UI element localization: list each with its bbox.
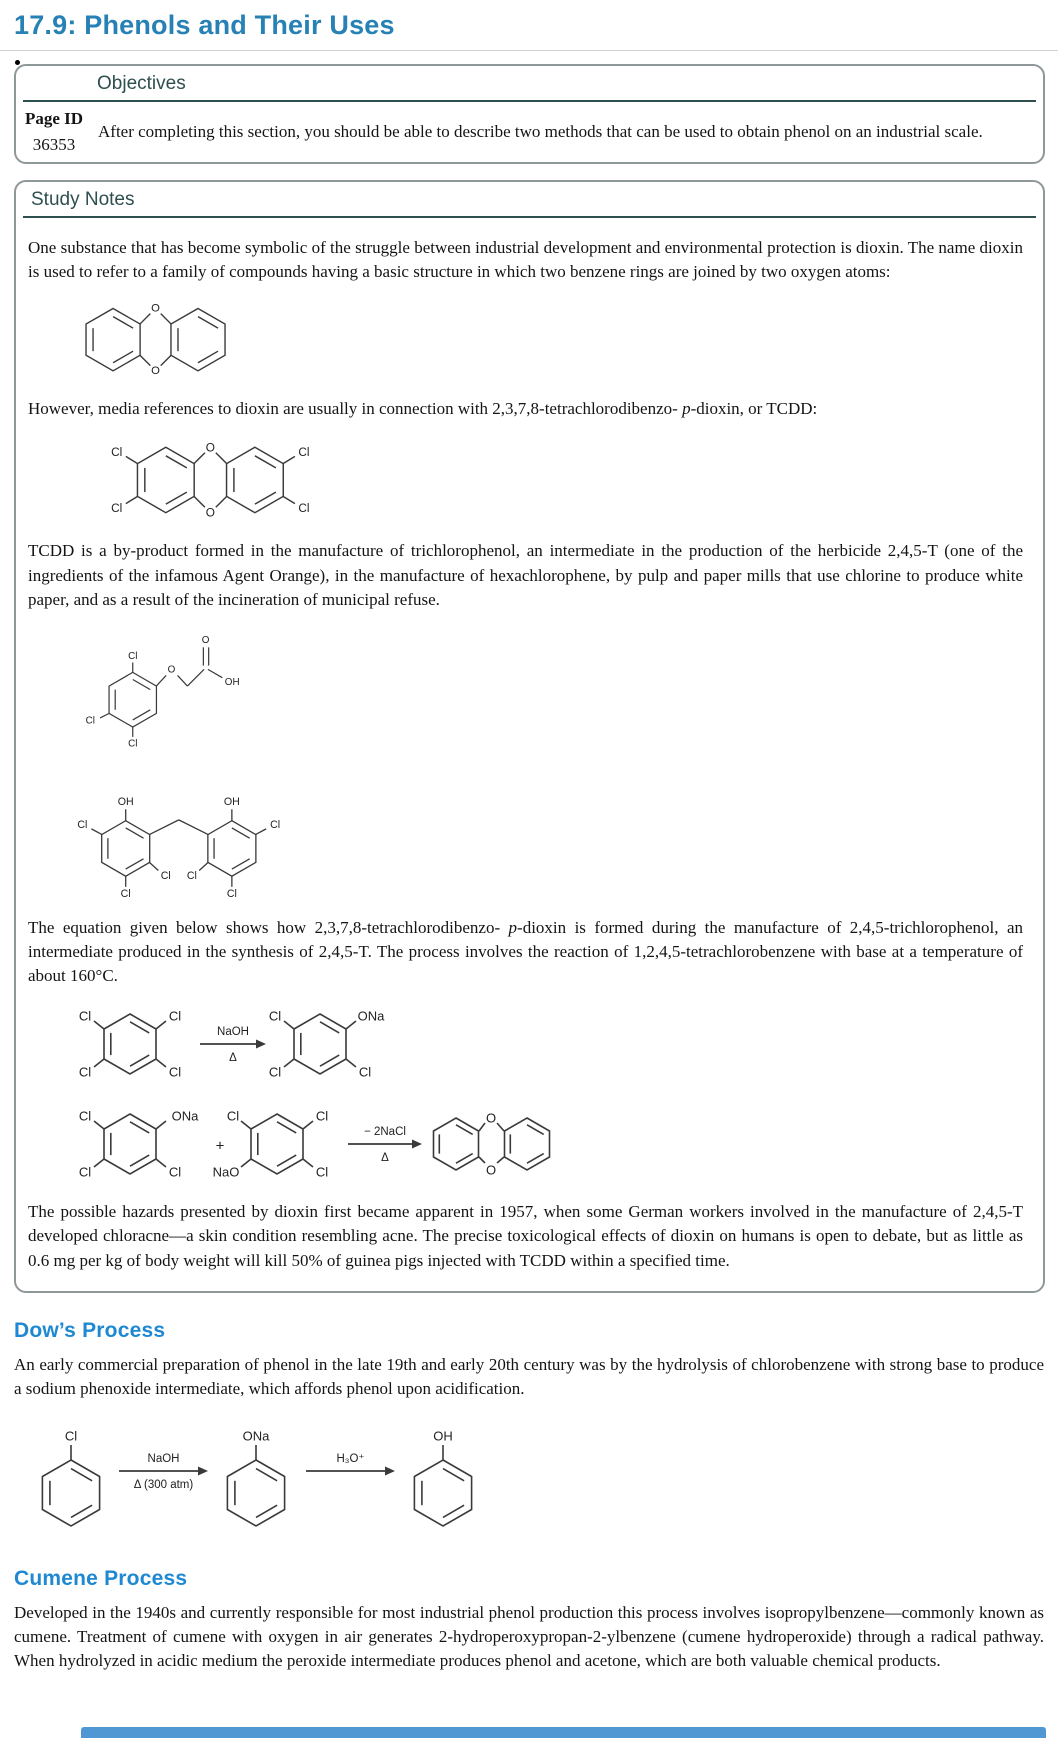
svg-text:Cl: Cl	[111, 444, 123, 459]
svg-text:Cl: Cl	[268, 1008, 282, 1024]
svg-text:− 2NaCl: − 2NaCl	[364, 1126, 406, 1139]
paragraph-4-italic-p: p	[508, 917, 518, 937]
structure-245-t-herbicide	[72, 620, 277, 755]
study-notes-paragraph-4	[28, 916, 1023, 988]
svg-text:O: O	[151, 365, 160, 378]
scheme-dioxin-formation	[52, 1096, 572, 1192]
svg-text:O: O	[151, 302, 160, 315]
paragraph-2-italic-p: p	[682, 399, 691, 419]
svg-text:O: O	[205, 505, 215, 520]
page-id-label: Page ID	[24, 109, 84, 128]
next-section-box-top-edge	[81, 1727, 1046, 1738]
svg-text:Cl: Cl	[270, 818, 281, 831]
cumene-process-paragraph: Developed in the 1940s and currently responsible for most industrial phenol production this process involves isopropylbenzene—commonly known as cumene. Treatment of cumene with oxygen in air generates 2-hydroperoxypropan-2-ylbenzene (cumene hydroperoxide) through a radical pathway. When hydrolyzed in acidic medium the peroxide intermediate produces phenol and acetone, which are both valuable chemical products.	[14, 1602, 1044, 1671]
svg-text:Cl: Cl	[78, 1064, 92, 1080]
svg-text:Cl: Cl	[226, 888, 237, 901]
svg-text:NaO: NaO	[212, 1164, 240, 1180]
svg-text:O: O	[205, 439, 215, 454]
list-bullet-dot	[15, 60, 20, 65]
svg-text:Cl: Cl	[186, 870, 197, 883]
paragraph-4-text: The equation given below shows how 2,3,7,8-tetrachlorodibenzo-	[28, 917, 509, 937]
svg-text:OH: OH	[117, 795, 134, 808]
svg-text:Cl: Cl	[226, 1108, 240, 1124]
svg-text:Cl: Cl	[128, 738, 138, 750]
page-id-block	[6, 106, 102, 157]
svg-text:OH: OH	[223, 795, 240, 808]
structure-hexachlorophene	[62, 757, 307, 908]
svg-text:OH: OH	[224, 676, 240, 688]
page-title: 17.9: Phenols and Their Uses	[14, 10, 395, 40]
objectives-header: Objectives	[23, 66, 1036, 102]
svg-text:Cl: Cl	[298, 500, 310, 515]
svg-text:NaOH: NaOH	[147, 1452, 180, 1465]
svg-text:Cl: Cl	[298, 444, 310, 459]
svg-text:Cl: Cl	[168, 1164, 182, 1180]
svg-text:H₃O⁺: H₃O⁺	[336, 1452, 365, 1465]
svg-text:Cl: Cl	[85, 715, 95, 727]
svg-text:Cl: Cl	[168, 1064, 182, 1080]
svg-text:Cl: Cl	[78, 1108, 92, 1124]
svg-text:O: O	[167, 664, 176, 676]
structure-dibenzodioxin	[68, 292, 250, 389]
study-notes-paragraph-2	[28, 397, 1023, 421]
study-notes-box	[14, 180, 1045, 1293]
svg-text:O: O	[485, 1110, 497, 1126]
svg-text:Cl: Cl	[77, 818, 88, 831]
svg-text:Cl: Cl	[78, 1008, 92, 1024]
svg-text:Cl: Cl	[358, 1064, 372, 1080]
svg-text:Δ: Δ	[381, 1152, 389, 1165]
svg-text:Cl: Cl	[64, 1428, 78, 1444]
svg-text:Cl: Cl	[128, 650, 138, 662]
paragraph-4-tail: -dioxin is formed during the manufacture of 2,4,5-trichlorophenol, an intermediate produced in the synthesis of 2,4,5-T. The process involves the reaction of 1,2,4,5-tetrachlorobenzene with base at a temperature of about 160°C.	[28, 917, 1023, 986]
svg-text:ONa: ONa	[357, 1008, 385, 1024]
paragraph-2-text: However, media references to dioxin are usually in connection with 2,3,7,8-tetrachlorodibenzo-	[28, 399, 683, 419]
svg-text:Cl: Cl	[168, 1008, 182, 1024]
objectives-text: After completing this section, you should be able to describe two methods that can be used to obtain phenol on an industrial scale.	[98, 122, 983, 141]
title-divider	[0, 50, 1058, 51]
dow-process-heading: Dow’s Process	[14, 1318, 166, 1342]
dow-process-paragraph: An early commercial preparation of phenol in the late 19th and early 20th century was by the hydrolysis of chlorobenzene with strong base to produce a sodium phenoxide intermediate, which affords phenol upon acidification.	[14, 1354, 1044, 1398]
study-notes-paragraph-5: The possible hazards presented by dioxin first became apparent in 1957, when some German workers involved in the manufacture of 2,4,5-T developed chloracne—a skin condition resembling acne. The precise toxicological effects of dioxin on humans is open to debate, but as little as 0.6 mg per kg of body weight will kill 50% of guinea pigs injected with TCDD within a specified time.	[28, 1202, 1023, 1270]
study-notes-paragraph-1: One substance that has become symbolic of the struggle between industrial development and environmental protection is dioxin. The name dioxin is used to refer to a family of compounds having a basic structure in which two benzene rings are joined by two oxygen atoms:	[28, 238, 1023, 282]
objectives-box	[14, 64, 1045, 164]
study-notes-paragraph-3: TCDD is a by-product formed in the manufacture of trichlorophenol, an intermediate in the production of the herbicide 2,4,5-T (one of the ingredients of the infamous Agent Orange), in the manufacture of hexachlorophene, by pulp and paper mills that use chlorine to produce white paper, and as a result of the incineration of municipal refuse.	[28, 541, 1023, 609]
svg-text:Cl: Cl	[120, 888, 131, 901]
scheme-tetrachlorobenzene-to-phenoxide	[52, 996, 412, 1092]
svg-text:Cl: Cl	[315, 1164, 329, 1180]
page-id-value: 36353	[32, 134, 76, 154]
scheme-dow-process	[16, 1411, 486, 1541]
svg-text:Cl: Cl	[111, 500, 123, 515]
svg-text:+: +	[215, 1137, 225, 1155]
svg-text:O: O	[485, 1162, 497, 1178]
structure-tcdd	[64, 430, 364, 532]
svg-text:Cl: Cl	[315, 1108, 329, 1124]
study-notes-header: Study Notes	[23, 182, 1036, 218]
svg-text:Cl: Cl	[268, 1064, 282, 1080]
svg-text:OH: OH	[433, 1428, 453, 1444]
svg-text:Cl: Cl	[78, 1164, 92, 1180]
svg-text:Cl: Cl	[160, 870, 171, 883]
paragraph-2-tail: -dioxin, or TCDD:	[690, 399, 818, 419]
svg-text:O: O	[201, 634, 210, 646]
svg-text:Δ (300 atm): Δ (300 atm)	[133, 1478, 194, 1491]
svg-text:NaOH: NaOH	[217, 1026, 249, 1039]
svg-text:ONa: ONa	[242, 1428, 270, 1444]
svg-text:ONa: ONa	[171, 1108, 199, 1124]
cumene-process-heading: Cumene Process	[14, 1566, 188, 1590]
svg-text:Δ: Δ	[229, 1052, 237, 1065]
